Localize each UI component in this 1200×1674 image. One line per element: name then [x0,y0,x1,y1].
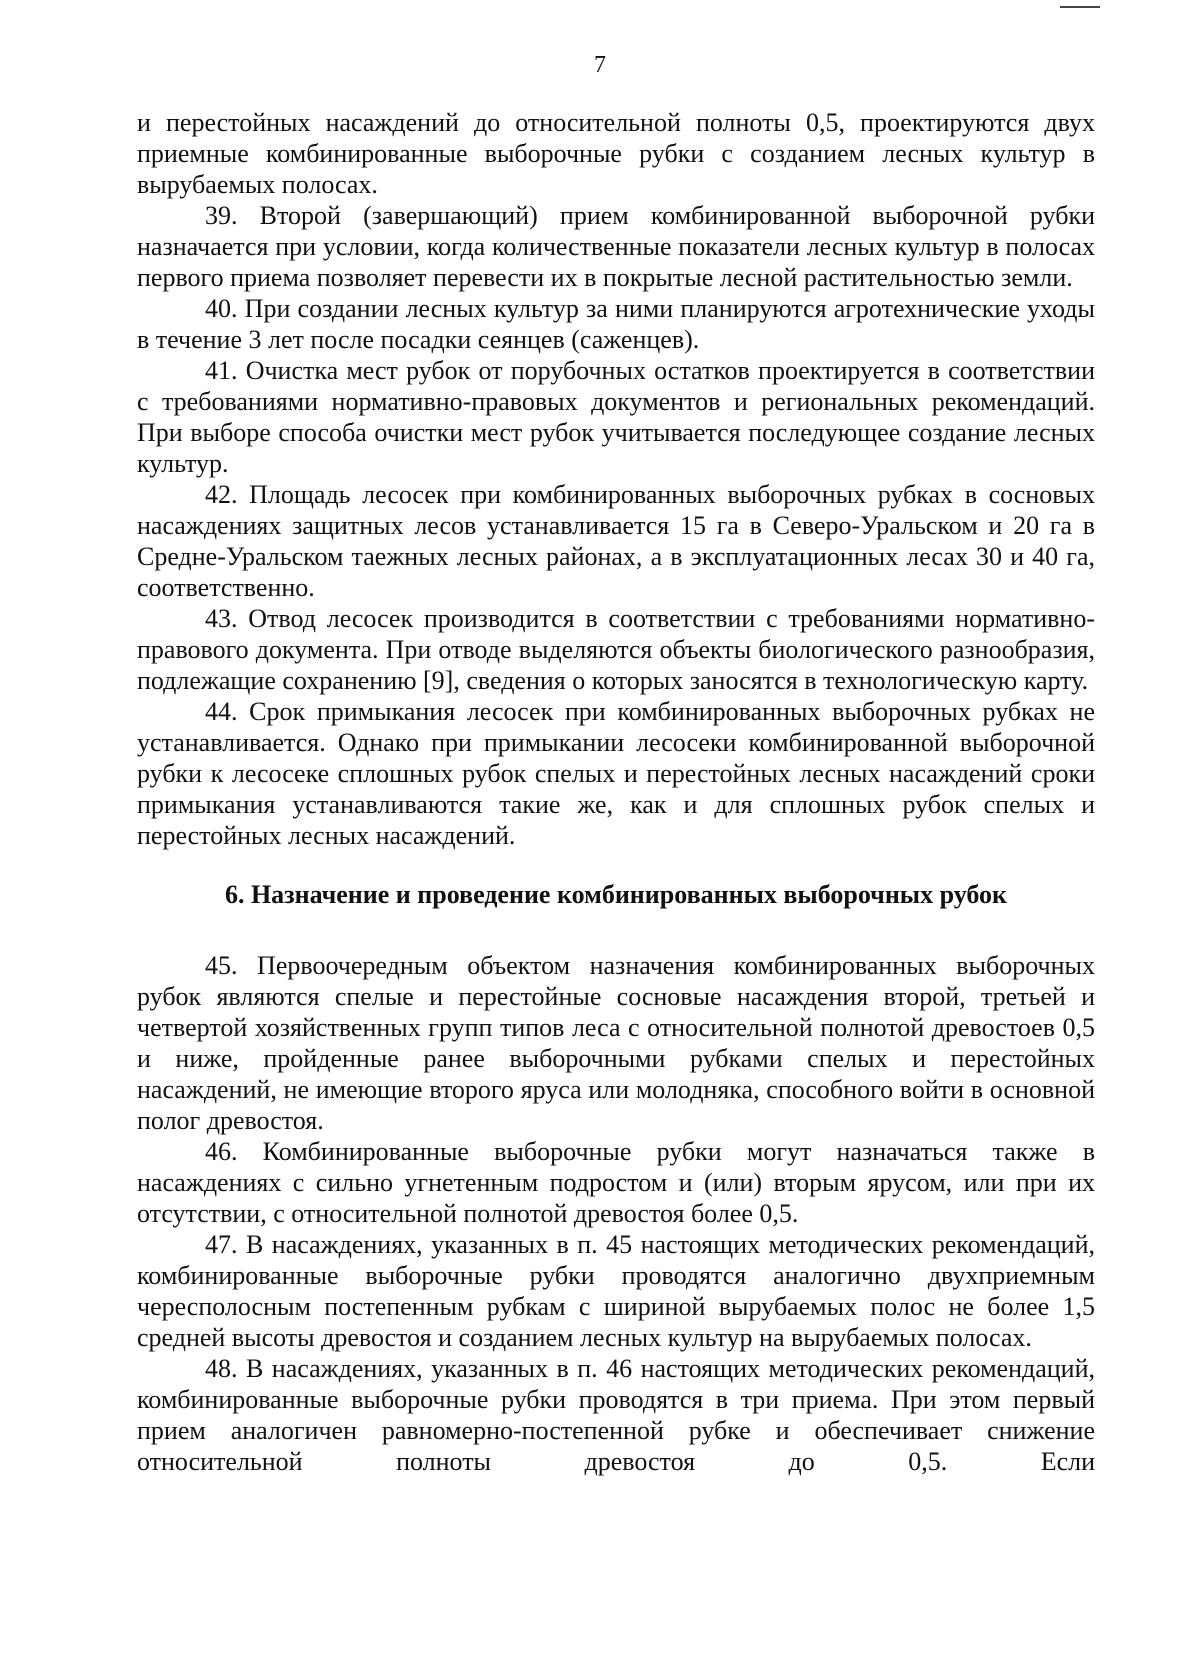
paragraph-44: 44. Срок примыкания лесосек при комбинированных выборочных рубках не устанавливается. Однако при примыкании лесосеки комбинированной выборочной рубки к лесосеке сплошных рубок спелых и перестойных лесных насаждений сроки примыкания устанавливаются такие же, как и для сплошных рубок спелых и перестойных лесных насаждений. [137,697,1095,850]
paragraph-45: 45. Первоочередным объектом назначения комбинированных выборочных рубок являются спелые и перестойные сосновые насаждения второй, третьей и четвертой хозяйственных групп типов леса с относительной полнотой древостоев 0,5 и ниже, пройденные ранее выборочными рубками спелых и перестойных насаждений, не имеющие второго яруса или молодняка, способного войти в основной полог древостоя. [137,951,1095,1135]
scan-artifact-mark [1060,6,1100,8]
paragraph-48: 48. В насаждениях, указанных в п. 46 настоящих методических рекомендаций, комбинированные выборочные рубки проводятся в три приема. При этом первый прием аналогичен равномерно-постепенной рубке и обеспечивает снижение относительной полноты древостоя до 0,5. Если [137,1354,1095,1476]
paragraph-46: 46. Комбинированные выборочные рубки могут назначаться также в насаждениях с сильно угнетенным подростом и (или) вторым ярусом, или при их отсутствии, с относительной полнотой древостоя более 0,5. [137,1137,1095,1228]
paragraph-41: 41. Очистка мест рубок от порубочных остатков проектируется в соответствии с требованиями нормативно-правовых документов и региональных рекомендаций. При выборе способа очистки мест рубок учитывается последующее создание лесных культур. [137,356,1095,478]
paragraph-39: 39. Второй (завершающий) прием комбинированной выборочной рубки назначается при условии, когда количественные показатели лесных культур в полосах первого приема позволяет перевести их в покрытые лесной растительностью земли. [137,201,1095,292]
paragraph-43: 43. Отвод лесосек производится в соответствии с требованиями нормативно-правового документа. При отводе выделяются объекты биологического разнообразия, подлежащие сохранению [9], сведения о которых заносятся в технологическую карту. [137,604,1095,695]
section-heading: 6. Назначение и проведение комбинированных выборочных рубок [224,880,1008,909]
page-number: 7 [594,52,606,78]
paragraph-continuation: и перестойных насаждений до относительной полноты 0,5, проектируются двух приемные комбинированные выборочные рубки с созданием лесных культур в вырубаемых полосах. [137,108,1095,199]
paragraph-40: 40. При создании лесных культур за ними планируются агротехнические уходы в течение 3 лет после посадки сеянцев (саженцев). [137,294,1095,354]
paragraph-47: 47. В насаждениях, указанных в п. 45 настоящих методических рекомендаций, комбинированные выборочные рубки проводятся аналогично двухприемным чересполосным постепенным рубкам с шириной вырубаемых полос не более 1,5 средней высоты древостоя и созданием лесных культур на вырубаемых полосах. [137,1230,1095,1352]
paragraph-42: 42. Площадь лесосек при комбинированных выборочных рубках в сосновых насаждениях защитных лесов устанавливается 15 га в Северо-Уральском и 20 га в Средне-Уральском таежных лесных районах, а в эксплуатационных лесах 30 и 40 га, соответственно. [137,480,1095,602]
document-body [137,107,1095,1477]
